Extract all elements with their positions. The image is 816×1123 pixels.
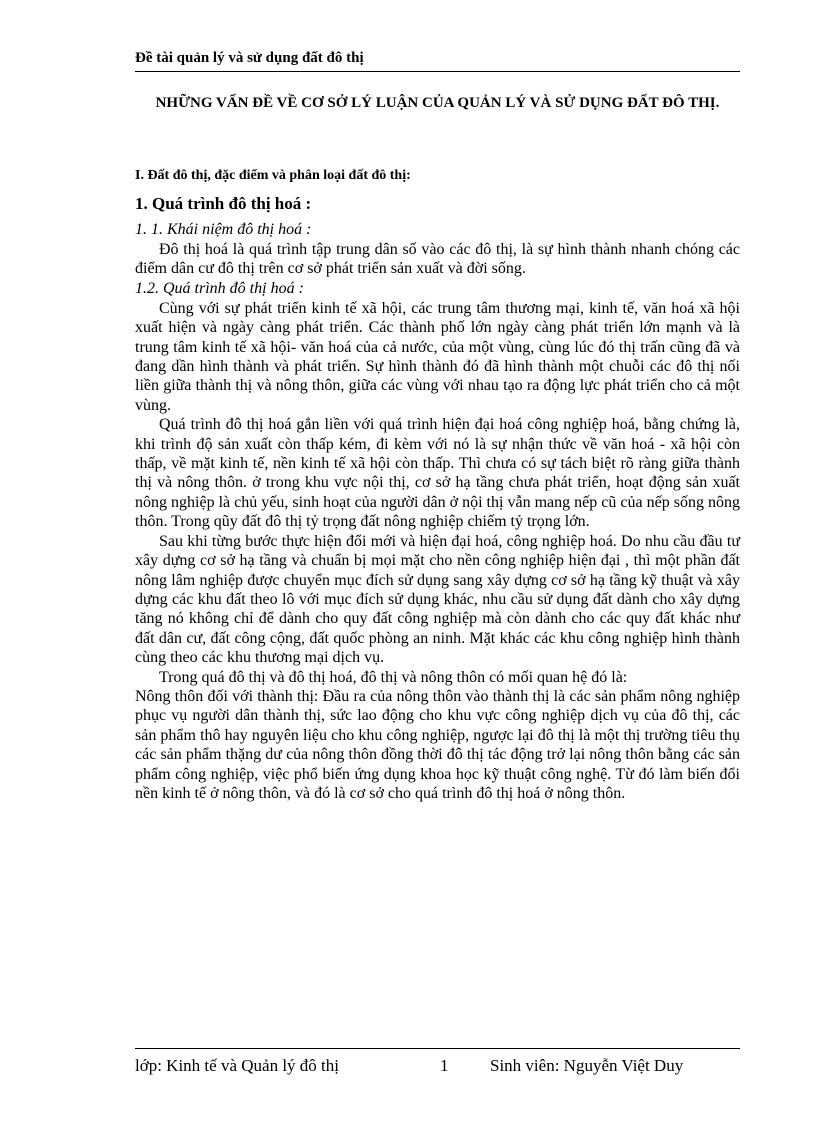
footer-class-label: lớp: Kinh tế và Quản lý đô thị [135, 1056, 339, 1075]
section-heading: I. Đất đô thị, đặc điểm và phân loại đất đô thị: [135, 168, 411, 183]
body-paragraph: Cùng với sự phát triển kinh tế xã hội, các trung tâm thương mại, kinh tế, văn hoá xã hội xuất hiện và ngày càng phát triển. Các thành phố lớn ngày càng phát triển lớn mạnh và là trung tâm kinh tế xã hội- văn hoá của cả nước, của một vùng, cùng lúc đó thị trấn cũng đã và đang dần hình thành và phát triển. Sự hình thành đó đã hình thành một chuỗi các đô thị nối liền giữa thành thị và nông thôn, giữa các vùng với nhau tạo ra động lực phát triển cho cả một vùng. [135, 299, 740, 414]
body-paragraph: Sau khi từng bước thực hiện đổi mới và hiện đại hoá, công nghiệp hoá. Do nhu cầu đầu tư xây dựng cơ sở hạ tầng và chuẩn bị mọi mặt cho nền công nghiệp hiện đại , thì một phần đất nông lâm nghiệp được chuyển mục đích sử dụng sang xây dựng cơ sở hạ tầng kỹ thuật và xây dựng các khu đất theo lô với mục đích sử dụng khác, nhu cầu sử dụng đất dành cho xây dựng tăng nó không chỉ để dành cho quy đất công nghiệp mà còn dành cho các quy đất khác như đất dân cư, đất công cộng, đất quốc phòng an ninh. Mặt khác các khu công nghiệp hình thành cùng theo các khu thương mại dịch vụ. [135, 532, 740, 667]
footer-student-name: Sinh viên: Nguyễn Việt Duy [490, 1056, 684, 1075]
page-number: 1 [440, 1056, 449, 1075]
page-footer [135, 1048, 740, 1075]
subsection-heading: 1. Quá trình đô thị hoá : [135, 194, 312, 213]
body-paragraph: Đô thị hoá là quá trình tập trung dân số vào các đô thị, là sự hình thành nhanh chóng các điểm dân cư đô thị trên cơ sở phát triển sản xuất và đời sống. [135, 241, 740, 278]
body-paragraph: Trong quá đô thị và đô thị hoá, đô thị và nông thôn có mối quan hệ đó là: [159, 668, 628, 686]
concept-heading: 1. 1. Khái niệm đô thị hoá : [135, 221, 312, 238]
header-title: Đề tài quản lý và sử dụng đất đô thị [135, 50, 364, 66]
document-body [135, 166, 740, 803]
body-paragraph: Nông thôn đối với thành thị: Đầu ra của nông thôn vào thành thị là các sản phẩm nông nghiệp phục vụ người dân thành thị, sức lao động cho khu vực công nghiệp dịch vụ của đô thị, các sản phẩm thô hay nguyên liệu cho khu công nghiệp, ngược lại đô thị là một thị trường tiêu thụ các sản phẩm thặng dư của nông thôn đồng thời đô thị tác động trở lại nông thôn bằng các sản phẩm công nghiệp, việc phổ biến ứng dụng khoa học kỹ thuật công nghệ. Từ đó làm biến đổi nền kinh tế ở nông thôn, và đó là cơ sở cho quá trình đô thị hoá ở nông thôn. [135, 687, 740, 802]
document-title: NHỮNG VẤN ĐỀ VỀ CƠ SỞ LÝ LUẬN CỦA QUẢN LÝ VÀ SỬ DỤNG ĐẤT ĐÔ THỊ. [155, 95, 720, 111]
page-header [135, 48, 740, 72]
body-paragraph: Quá trình đô thị hoá gắn liền với quá trình hiện đại hoá công nghiệp hoá, bằng chứng là, khi trình độ sản xuất còn thấp kém, đi kèm với nó là sự nhận thức về văn hoá - xã hội còn thấp, về mặt kinh tế, nền kinh tế xã hội còn thấp. Thì chưa có sự tách biệt rõ ràng giữa thành thị và nông thôn. ở trong khu vực nội thị, cơ sở hạ tầng chưa phát triển, hoạt động sản xuất nông nghiệp là chủ yếu, sinh hoạt của người dân ở nội thị vẫn mang nếp cũ của nếp sống nông thôn. Trong qũy đất đô thị tỷ trọng đất nông nghiệp chiếm tỷ trọng lớn. [135, 416, 740, 531]
process-heading: 1.2. Quá trình đô thị hoá : [135, 279, 304, 297]
